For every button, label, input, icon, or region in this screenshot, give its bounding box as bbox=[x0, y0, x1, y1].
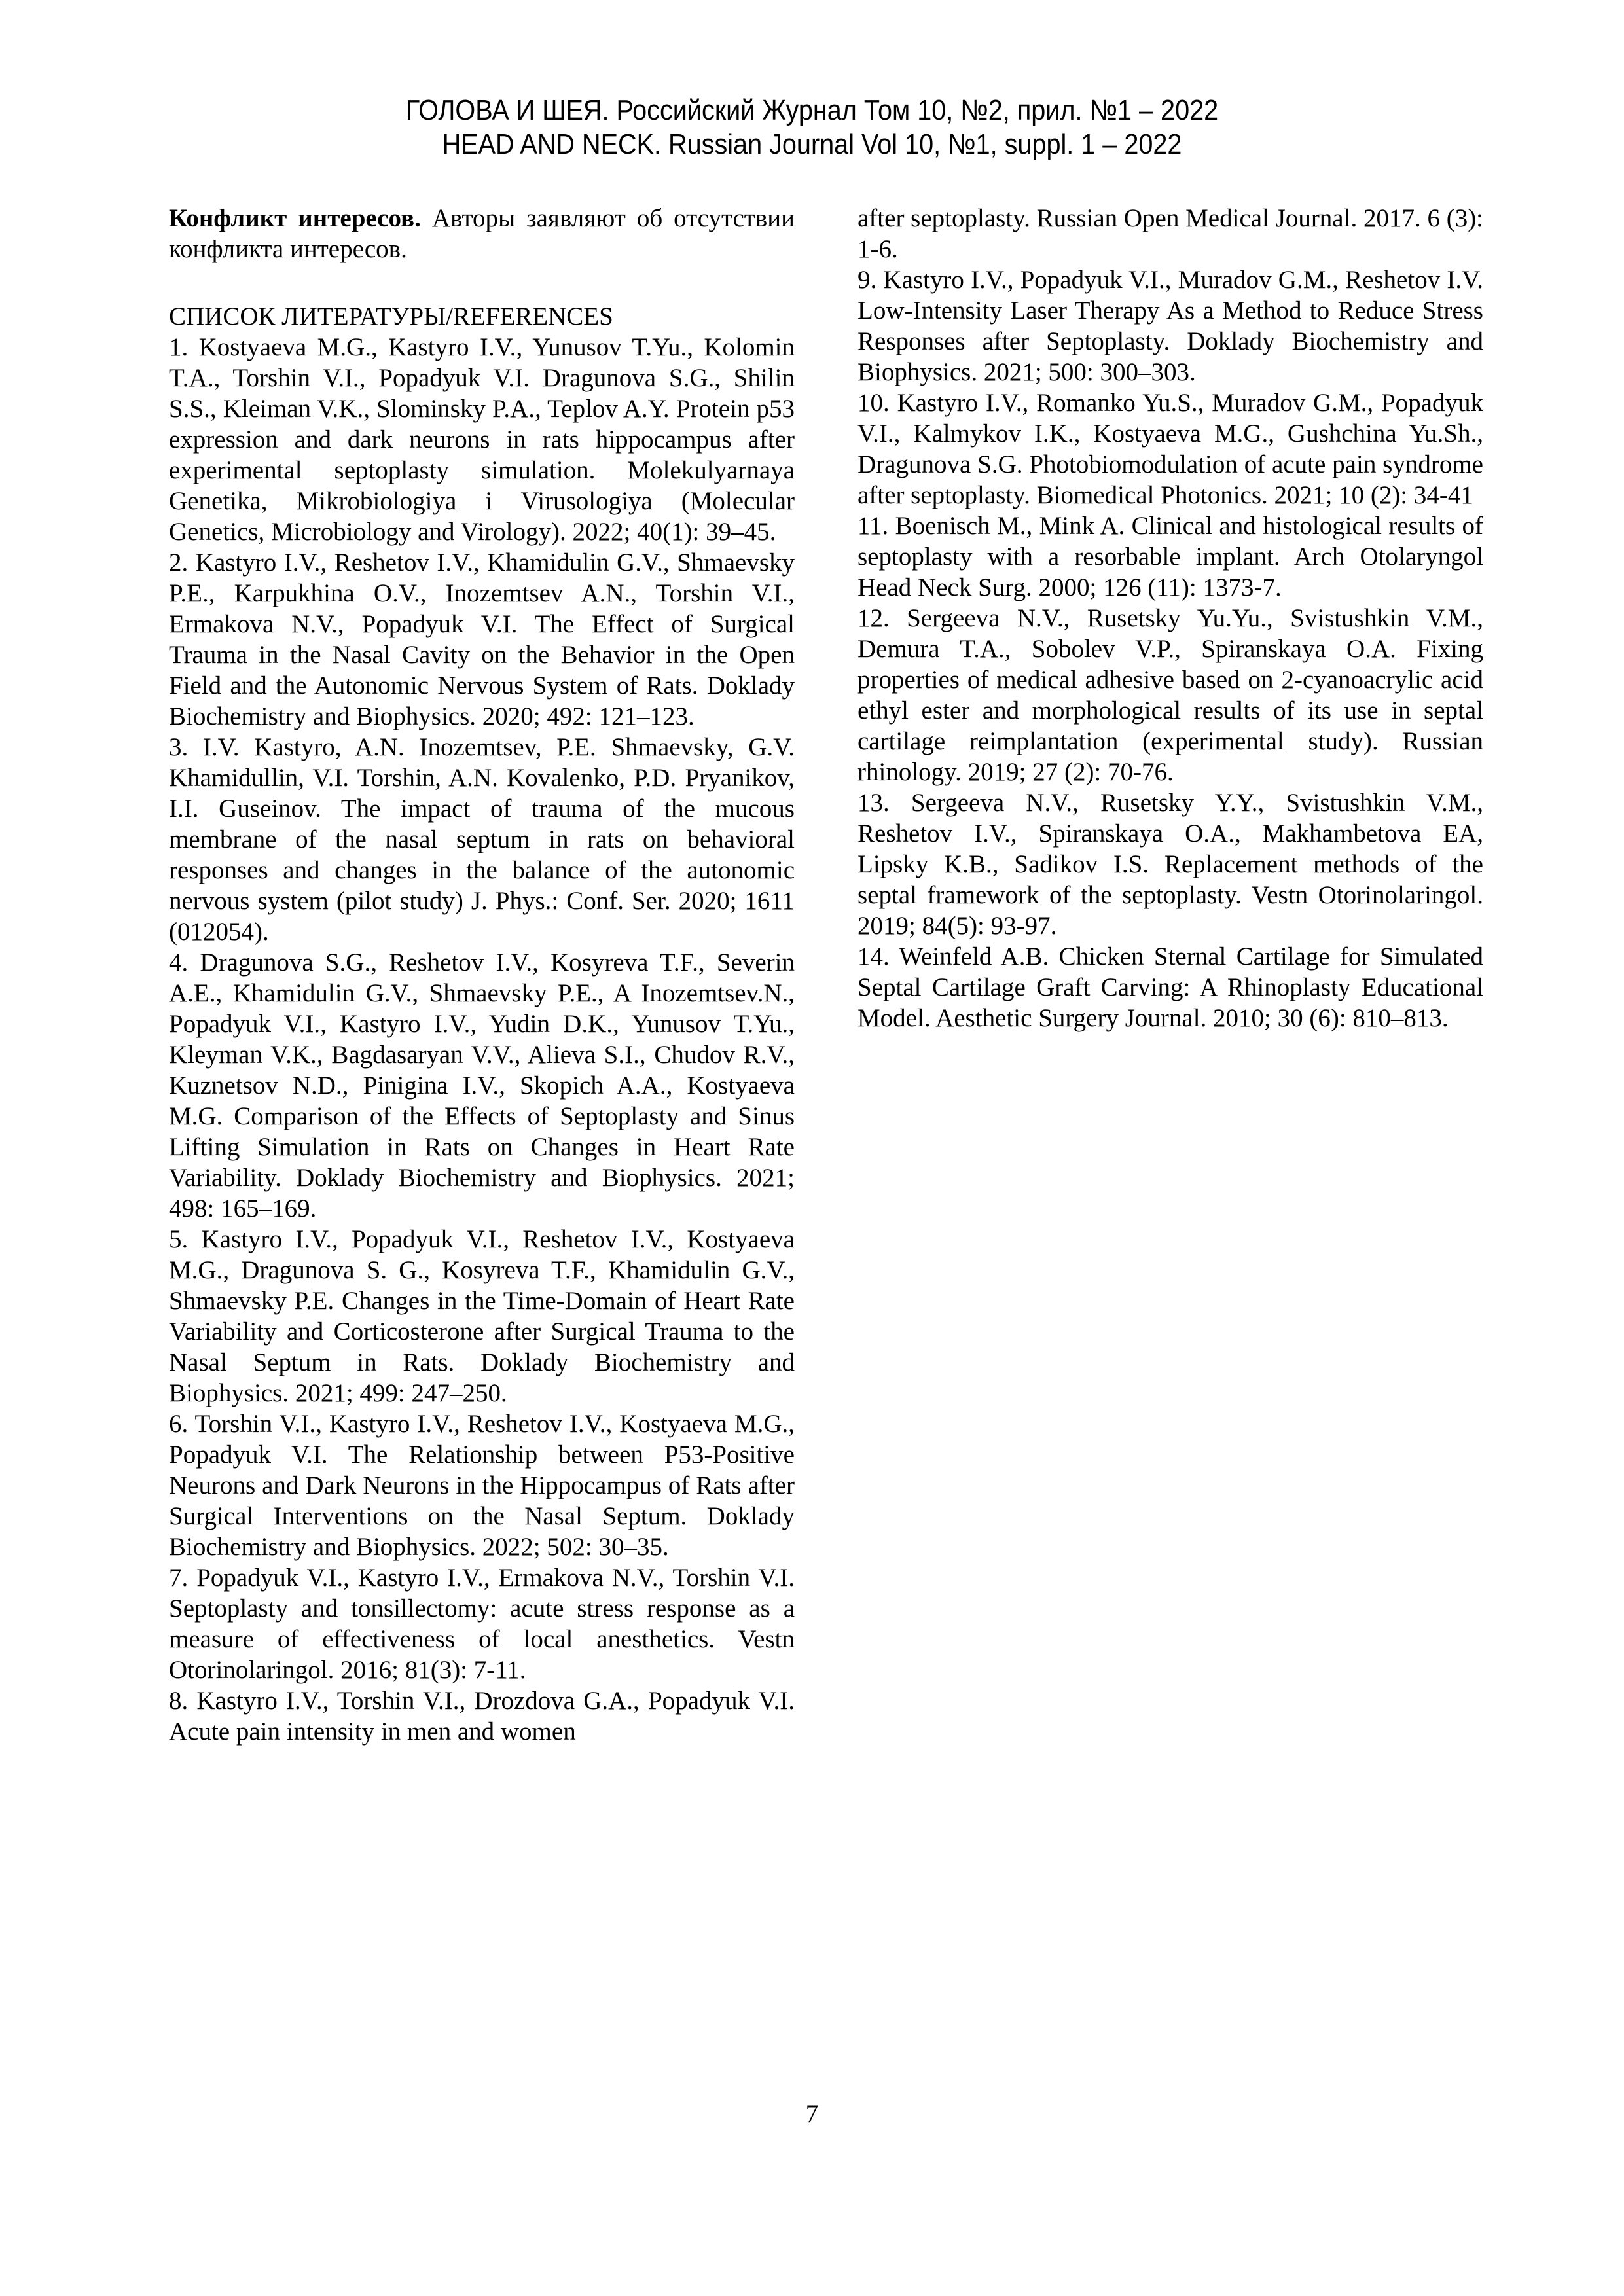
page-footer bbox=[0, 2098, 1624, 2129]
conflict-of-interest-paragraph bbox=[169, 203, 795, 264]
reference-item-9: 9. Kastyro I.V., Popadyuk V.I., Muradov G.M., Reshetov I.V. Low-Intensity Laser Therapy As a Method to Reduce Stress Responses after Septoplasty. Doklady Biochemistry and Biophysics. 2021; 500: 300–303. bbox=[857, 266, 1483, 386]
reference-item-4: 4. Dragunova S.G., Reshetov I.V., Kosyreva T.F., Severin A.E., Khamidulin G.V., Shmaevsky P.E., A Inozemtsev.N., Popadyuk V.I., Kastyro I.V., Yudin D.K., Yunusov T.Yu., Kleyman V.K., Bagdasaryan V.V., Alieva S.I., Chudov R.V., Kuznetsov N.D., Pinigina I.V., Skopich A.A., Kostyaeva M.G. Comparison of the Effects of Septoplasty and Sinus Lifting Simulation in Rats on Changes in Heart Rate Variability. Doklady Biochemistry and Biophysics. 2021; 498: 165–169. bbox=[169, 948, 795, 1223]
reference-item-13: 13. Sergeeva N.V., Rusetsky Y.Y., Svistushkin V.M., Reshetov I.V., Spiranskaya O.A., Makhambetova EA, Lipsky K.B., Sadikov I.S. Replacement methods of the septal framework of the septoplasty. Vestn Otorinolaringol. 2019; 84(5): 93-97. bbox=[857, 789, 1483, 940]
right-column bbox=[857, 203, 1483, 1033]
reference-item-11: 11. Boenisch M., Mink A. Clinical and histological results of septoplasty with a resorbable implant. Arch Otolaryngol Head Neck Surg. 2000; 126 (11): 1373-7. bbox=[857, 512, 1483, 601]
reference-item-12: 12. Sergeeva N.V., Rusetsky Yu.Yu., Svistushkin V.M., Demura T.A., Sobolev V.P., Spiranskaya O.A. Fixing properties of medical adhesive based on 2-cyanoacrylic acid ethyl ester and morphological results of its use in septal cartilage reimplantation (experimental study). Russian rhinology. 2019; 27 (2): 70-76. bbox=[857, 604, 1483, 786]
reference-item-8-continuation: after septoplasty. Russian Open Medical Journal. 2017. 6 (3): 1-6. bbox=[857, 204, 1484, 263]
reference-item-6: 6. Torshin V.I., Kastyro I.V., Reshetov I.V., Kostyaeva M.G., Popadyuk V.I. The Relationship between P53-Positive Neurons and Dark Neurons in the Hippocampus of Rats after Surgical Interventions on the Nasal Septum. Doklady Biochemistry and Biophysics. 2022; 502: 30–35. bbox=[169, 1410, 795, 1561]
reference-item-14: 14. Weinfeld A.B. Chicken Sternal Cartilage for Simulated Septal Cartilage Graft Carving: A Rhinoplasty Educational Model. Aesthetic Surgery Journal. 2010; 30 (6): 810–813. bbox=[857, 942, 1483, 1032]
left-column bbox=[169, 203, 795, 1747]
journal-title-english: HEAD AND NECK. Russian Journal Vol 10, №1, suppl. 1 – 2022 bbox=[442, 128, 1182, 160]
reference-item-1: 1. Kostyaeva M.G., Kastyro I.V., Yunusov T.Yu., Kolomin T.A., Torshin V.I., Popadyuk V.I. Dragunova S.G., Shilin S.S., Kleiman V.K., Slominsky P.A., Teplov A.Y. Protein p53 expression and dark neurons in rats hippocampus after experimental septoplasty simulation. Molekulyarnaya Genetika, Mikrobiologiya i Virusologiya (Molecular Genetics, Microbiology and Virology). 2022; 40(1): 39–45. bbox=[169, 333, 795, 546]
reference-item-8: 8. Kastyro I.V., Torshin V.I., Drozdova G.A., Popadyuk V.I. Acute pain intensity in men and women bbox=[169, 1687, 795, 1746]
page-number: 7 bbox=[805, 2100, 819, 2128]
conflict-of-interest-text: Авторы заявляют об отсутствии конфликта интересов. bbox=[169, 204, 795, 263]
reference-item-5: 5. Kastyro I.V., Popadyuk V.I., Reshetov I.V., Kostyaeva M.G., Dragunova S. G., Kosyreva T.F., Khamidulin G.V., Shmaevsky P.E. Changes in the Time-Domain of Heart Rate Variability and Corticosterone after Surgical Trauma to the Nasal Septum in Rats. Doklady Biochemistry and Biophysics. 2021; 499: 247–250. bbox=[169, 1225, 795, 1407]
page-header bbox=[81, 94, 1543, 162]
reference-item-2: 2. Kastyro I.V., Reshetov I.V., Khamidulin G.V., Shmaevsky P.E., Karpukhina O.V., Inozemtsev A.N., Torshin V.I., Ermakova N.V., Popadyuk V.I. The Effect of Surgical Trauma in the Nasal Cavity on the Behavior in the Open Field and the Autonomic Nervous System of Rats. Doklady Biochemistry and Biophysics. 2020; 492: 121–123. bbox=[169, 548, 795, 730]
reference-item-10: 10. Kastyro I.V., Romanko Yu.S., Muradov G.M., Popadyuk V.I., Kalmykov I.K., Kostyaeva M.G., Gushchina Yu.Sh., Dragunova S.G. Photobiomodulation of acute pain syndrome after septoplasty. Biomedical Photonics. 2021; 10 (2): 34-41 bbox=[857, 389, 1483, 509]
reference-item-3: 3. I.V. Kastyro, A.N. Inozemtsev, P.E. Shmaevsky, G.V. Khamidullin, V.I. Torshin, A.N. Kovalenko, P.D. Pryanikov, I.I. Guseinov. The impact of trauma of the mucous membrane of the nasal septum in rats on behavioral responses and changes in the balance of the autonomic nervous system (pilot study) J. Phys.: Conf. Ser. 2020; 1611 (012054). bbox=[169, 733, 795, 946]
references-heading: СПИСОК ЛИТЕРАТУРЫ/REFERENCES bbox=[169, 302, 613, 331]
conflict-of-interest-label: Конфликт интересов. bbox=[169, 204, 421, 232]
journal-title-russian: ГОЛОВА И ШЕЯ. Российский Журнал Том 10, №2, прил. №1 – 2022 bbox=[405, 94, 1219, 126]
reference-item-7: 7. Popadyuk V.I., Kastyro I.V., Ermakova N.V., Torshin V.I. Septoplasty and tonsillectomy: acute stress response as a measure of effectiveness of local anesthetics. Vestn Otorinolaringol. 2016; 81(3): 7-11. bbox=[169, 1564, 795, 1684]
